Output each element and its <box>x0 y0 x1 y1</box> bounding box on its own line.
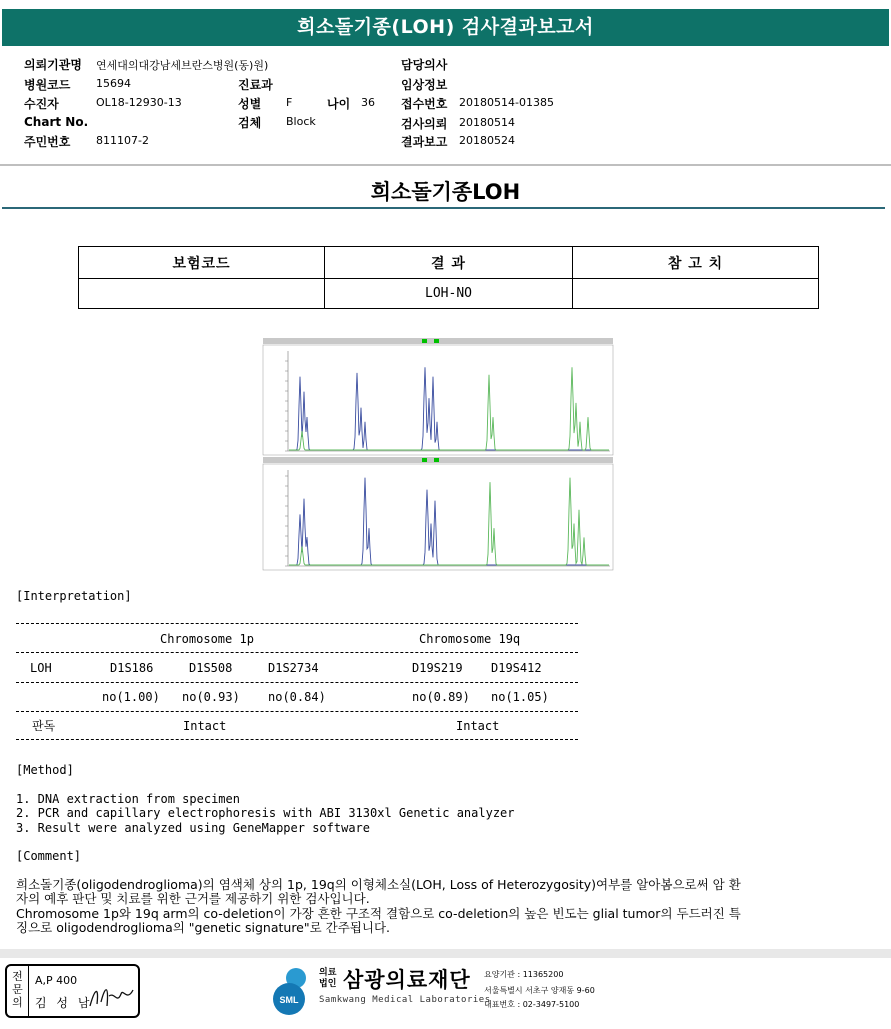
interp-rule-4 <box>16 711 578 712</box>
doctor-label: 담당의사 <box>401 58 448 72</box>
value-d1s508: no(0.93) <box>182 690 240 704</box>
result-header-row <box>79 247 819 279</box>
method-item-2: 2. PCR and capillary electrophoresis with ABI 3130xl Genetic analyzer <box>16 806 515 820</box>
reference-header: 참 고 치 <box>573 247 819 279</box>
receipt-no-value: 20180514-01385 <box>459 96 554 109</box>
value-d1s186: no(1.00) <box>102 690 160 704</box>
chr1p-header: Chromosome 1p <box>160 632 254 646</box>
qualification-text: A,P 400 <box>35 974 78 987</box>
judgement-label: 판독 <box>32 719 56 733</box>
rrn-label: 주민번호 <box>24 135 71 149</box>
insurance-code-header: 보험코드 <box>79 247 325 279</box>
org-prefix: 의료 법인 <box>319 968 337 989</box>
comment-line-1: 희소돌기종(oligodendroglioma)의 염색체 상의 1p, 19q의 이형체소실(LOH, Loss of Heterozygosity)여부를 알아봄으로써 암 환 <box>16 877 741 892</box>
comment-line-2: 자의 예후 판단 및 치료를 위한 근거를 제공하기 위한 검사입니다. <box>16 891 370 906</box>
handwritten-signature-icon <box>87 982 137 1012</box>
interp-rule-5 <box>16 739 578 740</box>
sex-value: F <box>286 96 293 109</box>
request-date-value: 20180514 <box>459 116 515 129</box>
marker-d1s508: D1S508 <box>189 661 233 675</box>
value-d1s2734: no(0.84) <box>268 690 326 704</box>
value-d19s219: no(0.89) <box>412 690 470 704</box>
svg-text:SML: SML <box>279 995 299 1005</box>
doctor-name: 김 성 남 <box>35 996 93 1010</box>
report-title: 희소돌기종(LOH) 검사결과보고서 <box>2 9 889 46</box>
rrn-value: 811107-2 <box>96 134 149 147</box>
method-item-1: 1. DNA extraction from specimen <box>16 792 240 806</box>
comment-line-3: Chromosome 1p와 19q arm의 co-deletion이 가장 흔한 구조적 결함으로 co-deletion의 높은 빈도는 glial tumor의 두드러진 특 <box>16 906 741 921</box>
receipt-no-label: 접수번호 <box>401 97 448 111</box>
dept-label: 진료과 <box>238 78 273 92</box>
report-date-value: 20180524 <box>459 134 515 147</box>
result-cell: LOH-NO <box>325 279 573 309</box>
chr19q-header: Chromosome 19q <box>419 632 521 646</box>
section-title: 희소돌기종LOH <box>370 180 521 204</box>
result-table <box>78 246 819 309</box>
institution-value: 연세대의대강남세브란스병원(동)원) <box>96 59 269 72</box>
org-address: 서울특별시 서초구 양재동 9-60 <box>484 986 595 995</box>
signature-box <box>5 964 140 1018</box>
hospital-code-label: 병원코드 <box>24 78 71 92</box>
reference-cell <box>573 279 819 309</box>
footer-divider <box>0 949 891 958</box>
sex-label: 성별 <box>238 97 262 111</box>
marker-d1s2734: D1S2734 <box>268 661 319 675</box>
sml-logo-icon <box>270 966 316 1016</box>
specimen-id-value: OL18-12930-13 <box>96 96 182 109</box>
interpretation-heading: [Interpretation] <box>16 589 132 603</box>
comment-heading: [Comment] <box>16 849 82 863</box>
institution-label: 의뢰기관명 <box>24 58 82 72</box>
method-heading: [Method] <box>16 763 74 777</box>
result-row <box>79 279 819 309</box>
chart-no-label: Chart No. <box>24 115 89 129</box>
method-item-3: 3. Result were analyzed using GeneMapper software <box>16 821 371 835</box>
request-date-label: 검사의뢰 <box>401 117 448 131</box>
org-phone: 대표번호 : 02-3497-5100 <box>484 1000 580 1009</box>
patient-info <box>0 48 891 166</box>
marker-d1s186: D1S186 <box>110 661 154 675</box>
value-d19s412: no(1.05) <box>491 690 549 704</box>
judgement-19q: Intact <box>456 719 500 733</box>
age-value: 36 <box>361 96 375 109</box>
report-date-label: 결과보고 <box>401 135 448 149</box>
comment-line-4: 징으로 oligodendroglioma의 "genetic signature"로 간주됩니다. <box>16 920 391 935</box>
age-label: 나이 <box>327 97 351 111</box>
org-name: 삼광의료재단 <box>343 968 471 992</box>
specimen-label: 검체 <box>238 116 262 130</box>
electropherogram-image <box>262 337 614 571</box>
judgement-1p: Intact <box>183 719 227 733</box>
interp-rule-3 <box>16 682 578 683</box>
marker-d19s412: D19S412 <box>491 661 542 675</box>
loh-label: LOH <box>30 661 52 675</box>
specialist-label: 전문의 <box>7 966 29 1016</box>
clinical-label: 임상정보 <box>401 78 448 92</box>
specimen-id-label: 수진자 <box>24 97 59 111</box>
section-divider <box>2 207 885 209</box>
result-header: 결 과 <box>325 247 573 279</box>
interp-rule-1 <box>16 623 578 624</box>
org-english-name: Samkwang Medical Laboratories <box>319 995 491 1005</box>
specimen-value: Block <box>286 115 316 128</box>
insurance-code-cell <box>79 279 325 309</box>
marker-d19s219: D19S219 <box>412 661 463 675</box>
interp-rule-2 <box>16 652 578 653</box>
hospital-code-value: 15694 <box>96 77 131 90</box>
institution-number: 요양기관 : 11365200 <box>484 970 564 979</box>
